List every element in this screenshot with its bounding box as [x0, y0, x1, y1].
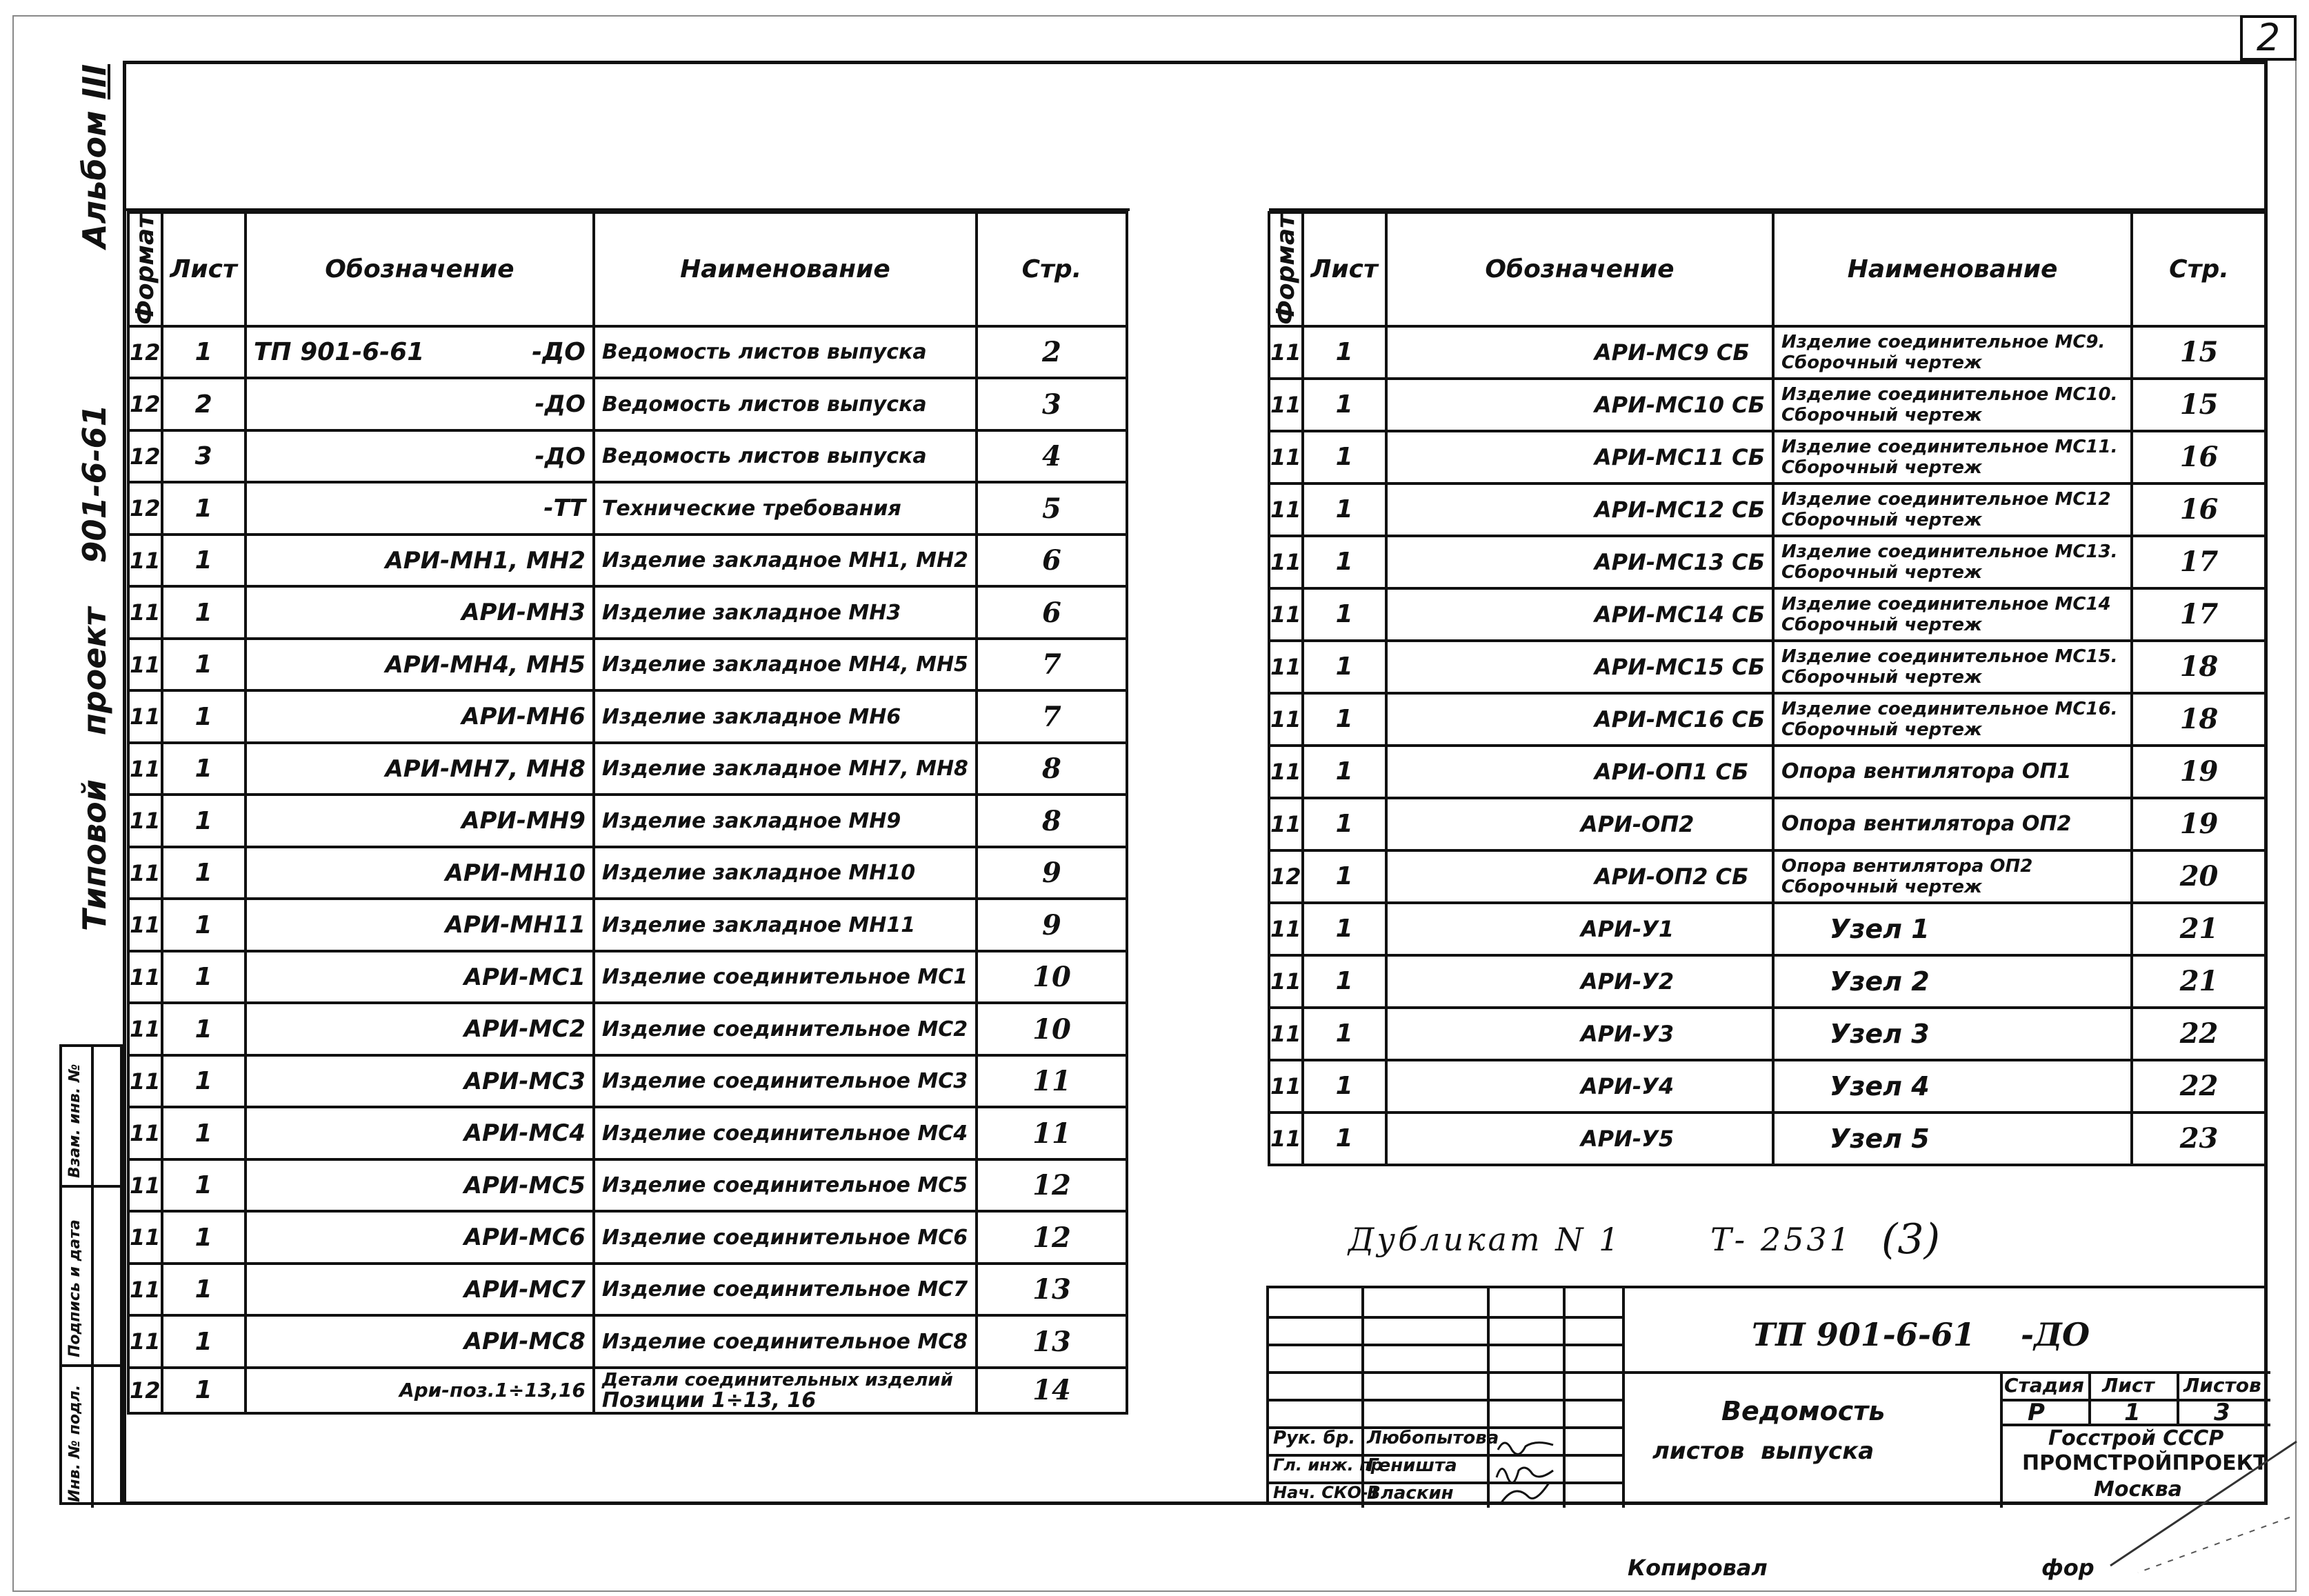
row-format: 11 — [128, 1159, 162, 1212]
row-designation: АРИ-ОП2 СБ — [1386, 850, 1773, 903]
table-row — [1269, 903, 2266, 955]
row-page: 18 — [2132, 641, 2266, 693]
row-designation: АРИ-У3 — [1386, 1008, 1773, 1060]
row-format: 11 — [1269, 379, 1303, 431]
row-sheet: 1 — [162, 1315, 246, 1368]
row-page: 21 — [2132, 955, 2266, 1008]
row-sheet: 1 — [1303, 955, 1386, 1008]
row-sheet: 1 — [1303, 431, 1386, 483]
table-row — [1269, 431, 2266, 483]
person-2: Геништа — [1367, 1455, 1457, 1476]
row-name: Узел 5 — [1773, 1113, 2132, 1165]
row-page: 19 — [2132, 746, 2266, 798]
stamp-inv-original: Инв. № подл. — [66, 1384, 83, 1502]
row-designation: АРИ-МН10 — [246, 847, 594, 899]
stamp-replace-inv: Взам. инв. № — [66, 1064, 83, 1178]
row-sheet: 2 — [162, 378, 246, 430]
table-row — [128, 430, 1127, 483]
row-designation: АРИ-МН4, МН5 — [246, 639, 594, 691]
row-format: 11 — [1269, 798, 1303, 850]
stamp-signature-date: Подпись и дата — [66, 1219, 83, 1357]
table-row — [1269, 798, 2266, 850]
row-page: 18 — [2132, 693, 2266, 746]
table-row — [128, 847, 1127, 899]
row-name: Изделие соединительное МС3 — [594, 1055, 977, 1108]
row-format: 11 — [128, 951, 162, 1004]
row-format: 11 — [128, 586, 162, 639]
row-format: 11 — [128, 795, 162, 847]
table-row — [128, 1264, 1127, 1316]
row-name: Ведомость листов выпуска — [594, 326, 977, 379]
row-page: 22 — [2132, 1008, 2266, 1060]
header-page: Стр. — [2132, 212, 2266, 326]
row-sheet: 1 — [1303, 588, 1386, 641]
table-row — [128, 1368, 1127, 1413]
row-name: Изделие закладное МН10 — [594, 847, 977, 899]
page-number: 2 — [2240, 15, 2297, 61]
row-page: 10 — [977, 951, 1127, 1004]
row-designation: АРИ-МС13 СБ — [1386, 536, 1773, 588]
table-row — [1269, 955, 2266, 1008]
table-row — [1269, 326, 2266, 379]
row-sheet: 1 — [162, 1159, 246, 1212]
table-row — [128, 482, 1127, 535]
row-format: 12 — [128, 1368, 162, 1413]
row-page: 17 — [2132, 536, 2266, 588]
duplicate-note: Дубликат N 1 — [1348, 1221, 1622, 1258]
row-sheet: 1 — [162, 1211, 246, 1264]
row-designation: АРИ-МН7, МН8 — [246, 743, 594, 795]
row-format: 11 — [128, 1055, 162, 1108]
table-row — [128, 899, 1127, 951]
row-name: Узел 3 — [1773, 1008, 2132, 1060]
header-page: Стр. — [977, 212, 1127, 326]
row-format: 11 — [1269, 955, 1303, 1008]
sheet-label: Лист — [2102, 1374, 2155, 1397]
stage-label: Стадия — [2004, 1374, 2084, 1397]
role-3: Нач. СКО-1 — [1273, 1483, 1380, 1502]
row-name: Изделие соединительное МС4 — [594, 1107, 977, 1159]
row-page: 9 — [977, 899, 1127, 951]
row-format: 11 — [1269, 903, 1303, 955]
row-format: 11 — [1269, 536, 1303, 588]
row-page: 7 — [977, 639, 1127, 691]
duplicate-num: (3) — [1881, 1215, 1940, 1264]
row-name: Изделие закладное МН3 — [594, 586, 977, 639]
row-designation: АРИ-МС5 — [246, 1159, 594, 1212]
row-sheet: 1 — [162, 795, 246, 847]
row-designation: АРИ-МН9 — [246, 795, 594, 847]
row-designation: АРИ-МН3 — [246, 586, 594, 639]
row-sheet: 1 — [1303, 1113, 1386, 1165]
row-designation: АРИ-МС15 СБ — [1386, 641, 1773, 693]
row-name: Ведомость листов выпуска — [594, 378, 977, 430]
row-sheet: 1 — [162, 951, 246, 1004]
row-sheet: 1 — [1303, 903, 1386, 955]
row-sheet: 1 — [162, 639, 246, 691]
row-sheet: 3 — [162, 430, 246, 483]
row-page: 15 — [2132, 379, 2266, 431]
table-row — [1269, 379, 2266, 431]
row-page: 13 — [977, 1264, 1127, 1316]
row-page: 12 — [977, 1211, 1127, 1264]
row-page: 8 — [977, 743, 1127, 795]
row-sheet: 1 — [1303, 483, 1386, 536]
row-name: Изделие соединительное МС6 — [594, 1211, 977, 1264]
row-name: Изделие закладное МН7, МН8 — [594, 743, 977, 795]
signatures — [1491, 1429, 1560, 1506]
row-page: 22 — [2132, 1060, 2266, 1113]
doc-title-2: листов выпуска — [1652, 1437, 1875, 1465]
header-sheet: Лист — [1303, 212, 1386, 326]
row-designation: АРИ-МС11 СБ — [1386, 431, 1773, 483]
row-designation: АРИ-МС2 — [246, 1003, 594, 1055]
row-format: 11 — [128, 639, 162, 691]
row-designation: АРИ-МС7 — [246, 1264, 594, 1316]
row-page: 3 — [977, 378, 1127, 430]
row-page: 23 — [2132, 1113, 2266, 1165]
row-name: Изделие закладное МН6 — [594, 690, 977, 743]
role-1: Рук. бр. — [1273, 1428, 1356, 1448]
role-2: Гл. инж. пр — [1273, 1455, 1383, 1475]
row-designation: АРИ-ОП1 СБ — [1386, 746, 1773, 798]
row-page: 16 — [2132, 431, 2266, 483]
header-format: Формат — [1269, 212, 1303, 326]
project-label: Типовой проект 901-6-61 — [76, 404, 113, 931]
doc-suffix: -ДО — [2021, 1316, 2090, 1353]
row-name: Изделие соединительное МС16. Сборочный чертеж — [1773, 693, 2132, 746]
row-page: 14 — [977, 1368, 1127, 1413]
person-3: Власкин — [1367, 1483, 1454, 1504]
table-row — [128, 535, 1127, 587]
row-designation: АРИ-ОП2 — [1386, 798, 1773, 850]
row-sheet: 1 — [162, 690, 246, 743]
row-page: 11 — [977, 1055, 1127, 1108]
row-sheet: 1 — [1303, 798, 1386, 850]
row-page: 6 — [977, 586, 1127, 639]
row-designation: АРИ-МН11 — [246, 899, 594, 951]
row-name: Изделие закладное МН9 — [594, 795, 977, 847]
table-row — [1269, 641, 2266, 693]
table-row — [128, 795, 1127, 847]
row-page: 2 — [977, 326, 1127, 379]
row-name: Изделие соединительное МС10. Сборочный чертеж — [1773, 379, 2132, 431]
row-page: 10 — [977, 1003, 1127, 1055]
row-page: 7 — [977, 690, 1127, 743]
row-name: Детали соединительных изделий Позиции 1÷13, 16 — [594, 1368, 977, 1413]
table-row — [1269, 483, 2266, 536]
table-row — [1269, 850, 2266, 903]
row-designation: АРИ-МС4 — [246, 1107, 594, 1159]
table-row — [128, 1211, 1127, 1264]
header-designation: Обозначение — [1386, 212, 1773, 326]
row-sheet: 1 — [162, 1055, 246, 1108]
table-row — [1269, 1060, 2266, 1113]
row-format: 11 — [1269, 326, 1303, 379]
row-format: 11 — [1269, 1060, 1303, 1113]
row-sheet: 1 — [1303, 326, 1386, 379]
row-page: 16 — [2132, 483, 2266, 536]
row-designation: Ари-поз.1÷13,16 — [246, 1368, 594, 1413]
duplicate-code: Т- 2531 — [1710, 1221, 1852, 1258]
header-format: Формат — [128, 212, 162, 326]
row-designation: АРИ-У4 — [1386, 1060, 1773, 1113]
copied-by-label: Копировал — [1628, 1555, 1768, 1581]
header-sheet: Лист — [162, 212, 246, 326]
row-designation: -ТТ — [246, 482, 594, 535]
row-sheet: 1 — [1303, 1008, 1386, 1060]
table-row — [128, 690, 1127, 743]
row-sheet: 1 — [1303, 693, 1386, 746]
row-name: Изделие закладное МН1, МН2 — [594, 535, 977, 587]
row-designation: -ДО — [246, 430, 594, 483]
row-format: 11 — [128, 847, 162, 899]
row-page: 12 — [977, 1159, 1127, 1212]
row-name: Технические требования — [594, 482, 977, 535]
row-designation: АРИ-МС10 СБ — [1386, 379, 1773, 431]
row-page: 9 — [977, 847, 1127, 899]
row-format: 11 — [128, 899, 162, 951]
row-designation: АРИ-МС1 — [246, 951, 594, 1004]
table-row — [128, 1107, 1127, 1159]
row-format: 11 — [1269, 1008, 1303, 1060]
table-row — [128, 1055, 1127, 1108]
row-format: 11 — [1269, 483, 1303, 536]
row-format: 11 — [128, 1107, 162, 1159]
row-format: 12 — [128, 430, 162, 483]
doc-title-1: Ведомость — [1721, 1396, 1886, 1426]
row-sheet: 1 — [162, 899, 246, 951]
row-designation: -ДО — [246, 378, 594, 430]
row-sheet: 1 — [162, 535, 246, 587]
row-designation: АРИ-МС3 — [246, 1055, 594, 1108]
row-sheet: 1 — [1303, 850, 1386, 903]
table-row — [1269, 746, 2266, 798]
row-designation: АРИ-У5 — [1386, 1113, 1773, 1165]
org-1: Госстрой СССР — [2048, 1426, 2224, 1450]
row-format: 11 — [128, 1315, 162, 1368]
header-designation: Обозначение — [246, 212, 594, 326]
row-format: 12 — [128, 378, 162, 430]
row-sheet: 1 — [162, 586, 246, 639]
row-sheet: 1 — [1303, 379, 1386, 431]
row-name: Изделие соединительное МС2 — [594, 1003, 977, 1055]
table-row — [128, 1159, 1127, 1212]
row-name: Опора вентилятора ОП1 — [1773, 746, 2132, 798]
row-format: 11 — [128, 1264, 162, 1316]
org-2: ПРОМСТРОЙПРОЕКТ — [2022, 1451, 2268, 1475]
format-label: фор — [2041, 1555, 2095, 1581]
row-name: Изделие закладное МН11 — [594, 899, 977, 951]
row-name: Ведомость листов выпуска — [594, 430, 977, 483]
row-sheet: 1 — [162, 1003, 246, 1055]
row-sheet: 1 — [162, 326, 246, 379]
row-designation: ТП 901-6-61 -ДО — [246, 326, 594, 379]
row-name: Узел 2 — [1773, 955, 2132, 1008]
side-stamp — [59, 1044, 123, 1505]
row-sheet: 1 — [1303, 1060, 1386, 1113]
row-format: 11 — [1269, 641, 1303, 693]
table-row — [128, 326, 1127, 379]
row-designation: АРИ-МН6 — [246, 690, 594, 743]
table-row — [1269, 536, 2266, 588]
row-page: 19 — [2132, 798, 2266, 850]
row-designation: АРИ-МС9 СБ — [1386, 326, 1773, 379]
row-designation: АРИ-МС12 СБ — [1386, 483, 1773, 536]
row-page: 11 — [977, 1107, 1127, 1159]
row-name: Изделие закладное МН4, МН5 — [594, 639, 977, 691]
row-sheet: 1 — [162, 847, 246, 899]
table-row — [128, 1003, 1127, 1055]
row-format: 12 — [128, 326, 162, 379]
row-sheet: 1 — [162, 743, 246, 795]
sheet-value: 1 — [2124, 1399, 2141, 1426]
row-name: Изделие соединительное МС13. Сборочный чертеж — [1773, 536, 2132, 588]
row-format: 11 — [1269, 1113, 1303, 1165]
row-name: Опора вентилятора ОП2 — [1773, 798, 2132, 850]
right-sheet-table — [1268, 211, 2268, 1166]
sheets-value: 3 — [2214, 1399, 2230, 1426]
row-page: 6 — [977, 535, 1127, 587]
row-page: 21 — [2132, 903, 2266, 955]
row-name: Изделие соединительное МС5 — [594, 1159, 977, 1212]
row-designation: АРИ-У1 — [1386, 903, 1773, 955]
row-page: 5 — [977, 482, 1127, 535]
sheets-label: Листов — [2183, 1374, 2261, 1397]
person-1: Любопытова — [1367, 1428, 1499, 1448]
header-name: Наименование — [594, 212, 977, 326]
row-sheet: 1 — [1303, 536, 1386, 588]
table-row — [128, 639, 1127, 691]
row-format: 11 — [128, 1211, 162, 1264]
row-sheet: 1 — [162, 482, 246, 535]
table-row — [1269, 693, 2266, 746]
row-designation: АРИ-МС16 СБ — [1386, 693, 1773, 746]
table-row — [1269, 588, 2266, 641]
doc-code: ТП 901-6-61 — [1752, 1316, 1975, 1353]
row-sheet: 1 — [1303, 746, 1386, 798]
row-format: 11 — [128, 1003, 162, 1055]
row-page: 13 — [977, 1315, 1127, 1368]
stage-value: Р — [2028, 1399, 2045, 1426]
row-format: 11 — [1269, 746, 1303, 798]
row-designation: АРИ-МС6 — [246, 1211, 594, 1264]
row-name: Изделие соединительное МС12 Сборочный чертеж — [1773, 483, 2132, 536]
table-row — [128, 743, 1127, 795]
row-format: 11 — [128, 535, 162, 587]
row-page: 20 — [2132, 850, 2266, 903]
row-name: Изделие соединительное МС9. Сборочный чертеж — [1773, 326, 2132, 379]
row-designation: АРИ-МС14 СБ — [1386, 588, 1773, 641]
left-sheet-table — [127, 211, 1128, 1415]
row-name: Опора вентилятора ОП2 Сборочный чертеж — [1773, 850, 2132, 903]
row-format: 11 — [128, 743, 162, 795]
album-label: Альбом III — [76, 63, 113, 248]
header-name: Наименование — [1773, 212, 2132, 326]
row-name: Изделие соединительное МС15. Сборочный чертеж — [1773, 641, 2132, 693]
row-name: Изделие соединительное МС1 — [594, 951, 977, 1004]
row-format: 11 — [128, 690, 162, 743]
corner-fold-marks — [2083, 1435, 2303, 1586]
row-sheet: 1 — [162, 1368, 246, 1413]
table-row — [128, 378, 1127, 430]
row-designation: АРИ-МС8 — [246, 1315, 594, 1368]
row-format: 12 — [128, 482, 162, 535]
row-name: Изделие соединительное МС7 — [594, 1264, 977, 1316]
row-page: 17 — [2132, 588, 2266, 641]
row-designation: АРИ-У2 — [1386, 955, 1773, 1008]
row-name: Изделие соединительное МС14 Сборочный чертеж — [1773, 588, 2132, 641]
row-name: Узел 1 — [1773, 903, 2132, 955]
row-page: 4 — [977, 430, 1127, 483]
row-format: 11 — [1269, 693, 1303, 746]
row-format: 11 — [1269, 431, 1303, 483]
row-name: Узел 4 — [1773, 1060, 2132, 1113]
table-row — [1269, 1008, 2266, 1060]
row-sheet: 1 — [162, 1107, 246, 1159]
row-page: 8 — [977, 795, 1127, 847]
table-row — [128, 1315, 1127, 1368]
org-3: Москва — [2094, 1477, 2182, 1502]
row-designation: АРИ-МН1, МН2 — [246, 535, 594, 587]
row-format: 11 — [1269, 588, 1303, 641]
row-sheet: 1 — [1303, 641, 1386, 693]
table-row — [1269, 1113, 2266, 1165]
row-name: Изделие соединительное МС11. Сборочный чертеж — [1773, 431, 2132, 483]
table-row — [128, 951, 1127, 1004]
row-format: 12 — [1269, 850, 1303, 903]
row-sheet: 1 — [162, 1264, 246, 1316]
row-name: Изделие соединительное МС8 — [594, 1315, 977, 1368]
table-row — [128, 586, 1127, 639]
row-page: 15 — [2132, 326, 2266, 379]
